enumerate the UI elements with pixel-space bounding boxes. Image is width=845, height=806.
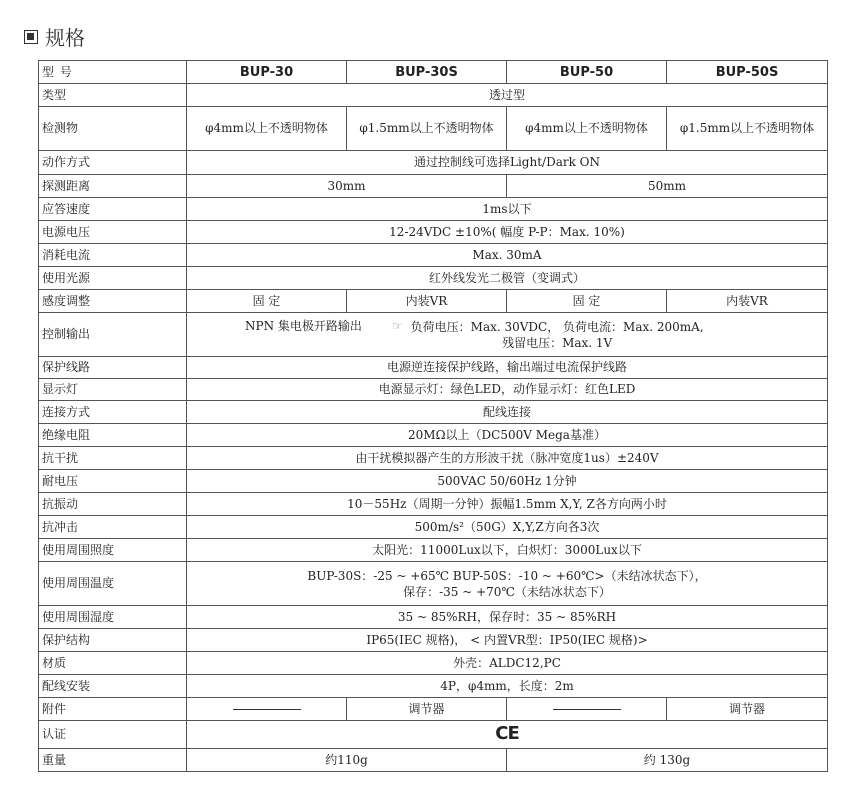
ce-mark-icon: CE [495, 723, 519, 744]
row-label-response: 应答速度 [39, 198, 187, 221]
output-load-spec: 负荷电压：Max. 30VDC， 负荷电流：Max. 200mA, [410, 319, 704, 334]
output-type: NPN 集电极开路输出 [245, 318, 362, 333]
table-row [39, 84, 828, 107]
detect-value: φ4mm以上不透明物体 [187, 107, 347, 151]
table-row [39, 401, 828, 424]
row-label-mode: 动作方式 [39, 151, 187, 175]
model-bup-30s: BUP-30S [347, 61, 507, 84]
model-bup-50: BUP-50 [507, 61, 667, 84]
adjust-value: 固 定 [507, 290, 667, 313]
withstand-value: 500VAC 50/60Hz 1分钟 [187, 470, 828, 493]
noise-value: 由干扰模拟器产生的方形波干扰（脉冲宽度1us）±240V [187, 447, 828, 470]
row-label-voltage: 电源电压 [39, 221, 187, 244]
detect-value: φ1.5mm以上不透明物体 [667, 107, 828, 151]
light-value: 红外线发光二极管（变调式） [187, 267, 828, 290]
adjust-value: 内装VR [667, 290, 828, 313]
table-row [39, 629, 828, 652]
row-label-output: 控制输出 [39, 313, 187, 357]
table-row [39, 244, 828, 267]
humidity-value: 35 ~ 85%RH，保存时：35 ~ 85%RH [187, 606, 828, 629]
row-label-light: 使用光源 [39, 267, 187, 290]
table-row [39, 652, 828, 675]
protect-value: 电源逆连接保护线路，输出端过电流保护线路 [187, 357, 828, 379]
square-bullet-icon [24, 30, 38, 44]
table-row [39, 151, 828, 175]
accessory-value: 调节器 [347, 698, 507, 721]
row-label-detect: 检测物 [39, 107, 187, 151]
accessory-none [507, 698, 667, 721]
table-row [39, 424, 828, 447]
row-label-withstand: 耐电压 [39, 470, 187, 493]
table-row [39, 606, 828, 629]
row-label-cert: 认证 [39, 721, 187, 749]
table-row [39, 313, 828, 357]
row-label-shock: 抗冲击 [39, 516, 187, 539]
row-label-accessory: 附件 [39, 698, 187, 721]
output-value [187, 313, 828, 357]
pointer-icon: ☞ [391, 318, 403, 333]
detect-value: φ1.5mm以上不透明物体 [347, 107, 507, 151]
row-label-weight: 重量 [39, 749, 187, 772]
type-value: 透过型 [187, 84, 828, 107]
connect-value: 配线连接 [187, 401, 828, 424]
table-row [39, 357, 828, 379]
table-row [39, 470, 828, 493]
table-row [39, 61, 828, 84]
temp-value [187, 562, 828, 606]
row-label-wiring: 配线安装 [39, 675, 187, 698]
vibration-value: 10－55Hz（周期一分钟）振幅1.5mm X,Y, Z各方向两小时 [187, 493, 828, 516]
row-label-noise: 抗干扰 [39, 447, 187, 470]
current-value: Max. 30mA [187, 244, 828, 267]
distance-value: 30mm [187, 175, 507, 198]
table-row [39, 516, 828, 539]
row-label-illum: 使用周围照度 [39, 539, 187, 562]
temp-storage: 保存：-35 ~ +70℃（未结冰状态下） [403, 584, 611, 599]
row-label-vibration: 抗振动 [39, 493, 187, 516]
row-label-material: 材质 [39, 652, 187, 675]
temp-operating: BUP-30S：-25 ~ +65℃ BUP-50S：-10 ~ +60℃>（未结冰状态下）， [307, 568, 707, 583]
table-row [39, 447, 828, 470]
row-label-distance: 探测距离 [39, 175, 187, 198]
table-row [39, 267, 828, 290]
row-label-type: 类型 [39, 84, 187, 107]
row-label-connect: 连接方式 [39, 401, 187, 424]
row-label-indicator: 显示灯 [39, 379, 187, 401]
weight-value: 约110g [187, 749, 507, 772]
illum-value: 太阳光：11000Lux以下，白炽灯：3000Lux以下 [187, 539, 828, 562]
accessory-none [187, 698, 347, 721]
row-label-model: 型 号 [39, 61, 187, 84]
row-label-protect: 保护线路 [39, 357, 187, 379]
weight-value: 约 130g [507, 749, 828, 772]
indicator-value: 电源显示灯：绿色LED，动作显示灯：红色LED [187, 379, 828, 401]
dash-line [553, 709, 621, 710]
output-residual-spec: 残留电压：Max. 1V [502, 335, 613, 350]
wiring-value: 4P，φ4mm，长度：2m [187, 675, 828, 698]
row-label-insulation: 绝缘电阻 [39, 424, 187, 447]
table-row [39, 107, 828, 151]
accessory-value: 调节器 [667, 698, 828, 721]
table-row [39, 698, 828, 721]
response-value: 1ms以下 [187, 198, 828, 221]
table-row [39, 198, 828, 221]
spec-heading [24, 22, 85, 51]
row-label-current: 消耗电流 [39, 244, 187, 267]
row-label-structure: 保护结构 [39, 629, 187, 652]
row-label-temp: 使用周围温度 [39, 562, 187, 606]
row-label-humidity: 使用周围湿度 [39, 606, 187, 629]
material-value: 外壳：ALDC12,PC [187, 652, 828, 675]
model-bup-50s: BUP-50S [667, 61, 828, 84]
structure-value: IP65(IEC 规格)， < 内置VR型：IP50(IEC 规格)> [187, 629, 828, 652]
table-row [39, 539, 828, 562]
spec-table [38, 60, 828, 772]
spec-heading-text: 规格 [45, 26, 85, 50]
table-row [39, 290, 828, 313]
table-row [39, 562, 828, 606]
adjust-value: 固 定 [187, 290, 347, 313]
mode-value: 通过控制线可选择Light/Dark ON [187, 151, 828, 175]
distance-value: 50mm [507, 175, 828, 198]
detect-value: φ4mm以上不透明物体 [507, 107, 667, 151]
voltage-value: 12-24VDC ±10%( 幅度 P-P：Max. 10%) [187, 221, 828, 244]
cert-value [187, 721, 828, 749]
table-row [39, 379, 828, 401]
insulation-value: 20MΩ以上（DC500V Mega基准） [187, 424, 828, 447]
table-row [39, 493, 828, 516]
adjust-value: 内装VR [347, 290, 507, 313]
dash-line [233, 709, 301, 710]
table-row [39, 749, 828, 772]
table-row [39, 721, 828, 749]
model-bup-30: BUP-30 [187, 61, 347, 84]
row-label-adjust: 感度调整 [39, 290, 187, 313]
shock-value: 500m/s²（50G）X,Y,Z方向各3次 [187, 516, 828, 539]
table-row [39, 175, 828, 198]
table-row [39, 675, 828, 698]
table-row [39, 221, 828, 244]
